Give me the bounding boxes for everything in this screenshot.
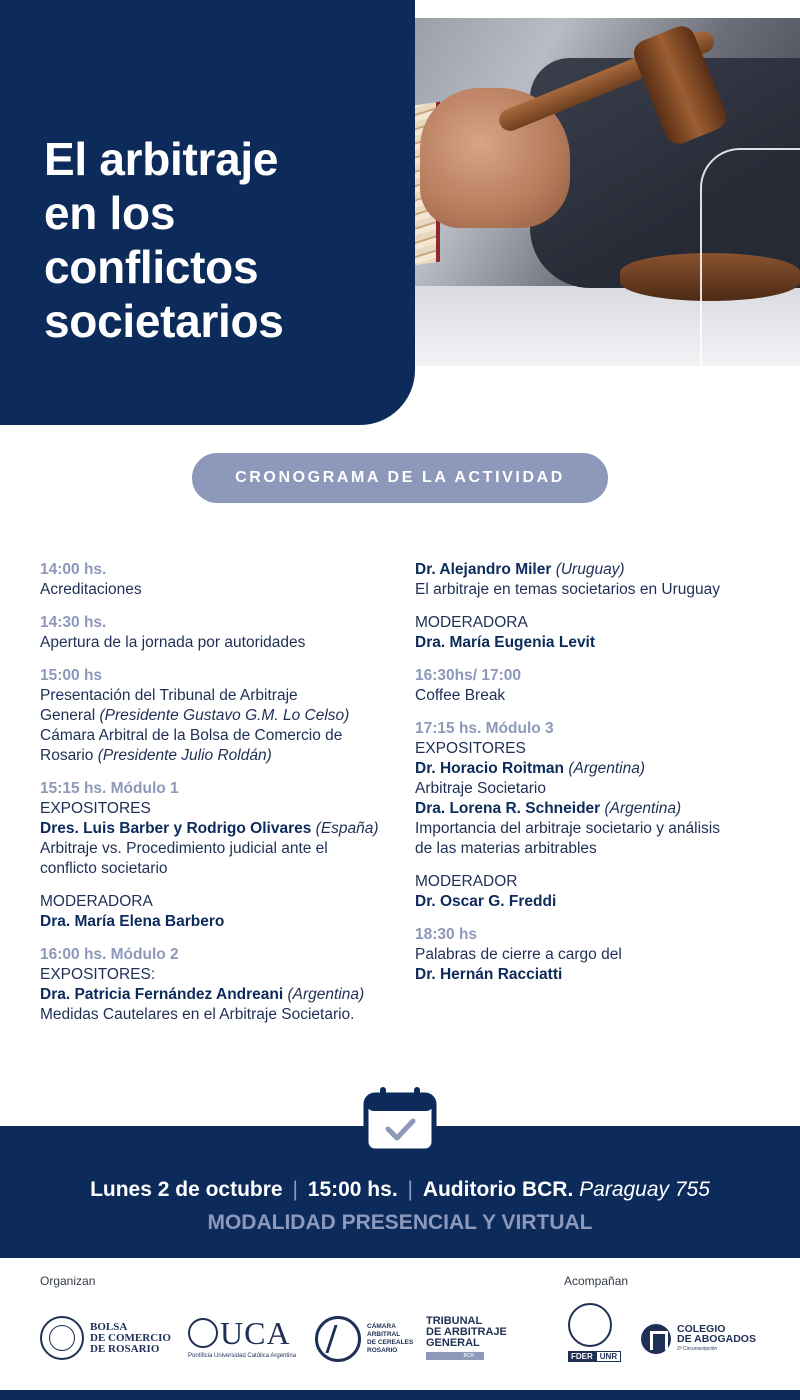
unr-seal-icon (568, 1303, 612, 1347)
schedule-time: 15:00 hs (40, 667, 103, 684)
schedule-item: 17:15 hs. Módulo 3 EXPOSITORES Dr. Horacio Roitman (Argentina) Arbitraje Societario Dra. Lorena R. Schneider (Argentina) Importancia del arbitraje societario y análisis de las materias arbitrables (415, 719, 775, 859)
organizers-label: Organizan (40, 1274, 96, 1288)
hero-title-panel (0, 0, 415, 425)
uca-logo: UCA Pontificia Universidad Católica Argentina (188, 1315, 297, 1359)
schedule-item: 16:30hs/ 17:00 Coffee Break (415, 666, 775, 706)
event-date: Lunes 2 de octubre (90, 1178, 283, 1201)
schedule-item: 16:00 hs. Módulo 2 EXPOSITORES: Dra. Patricia Fernández Andreani (Argentina) Medidas Cautelares en el Arbitraje Societario. (40, 945, 390, 1025)
schedule-time: 15:15 hs. Módulo 1 (40, 780, 179, 797)
colegio-abogados-logo: COLEGIO DE ABOGADOS 2ª Circunscripción (641, 1324, 756, 1354)
event-details: Lunes 2 de octubre | 15:00 hs. | Auditorio BCR. Paraguay 755 (90, 1178, 710, 1201)
calendar-check-icon (362, 1085, 438, 1155)
unr-fder-logo: FDER UNR (568, 1303, 612, 1347)
schedule-item: MODERADORA Dra. María Elena Barbero (40, 892, 390, 932)
speaker-name: Dra. Patricia Fernández Andreani (40, 986, 284, 1003)
event-address: Paraguay 755 (579, 1178, 710, 1201)
speaker-name: Dr. Horacio Roitman (415, 760, 564, 777)
schedule-item: MODERADORA Dra. María Eugenia Levit (415, 613, 775, 653)
event-modality: MODALIDAD PRESENCIAL Y VIRTUAL (207, 1211, 593, 1234)
bcr-logo: BOLSA DE COMERCIO DE ROSARIO (40, 1316, 171, 1360)
schedule-item (40, 613, 390, 653)
schedule-item: 15:00 hs Presentación del Tribunal de Arbitraje General (Presidente Gustavo G.M. Lo Celso) Cámara Arbitral de la Bolsa de Comercio de Rosario (Presidente Julio Roldán) (40, 666, 390, 766)
schedule-time: 14:00 hs. (40, 561, 107, 578)
schedule-left-column (40, 560, 390, 1038)
speaker-name: Dres. Luis Barber y Rodrigo Olivares (40, 820, 312, 837)
schedule-time: 16:30hs/ 17:00 (415, 667, 521, 684)
schedule-item: 18:30 hs Palabras de cierre a cargo del Dr. Hernán Racciatti (415, 925, 775, 985)
camara-arbitral-logo: CÁMARA ARBITRAL DE CEREALES ROSARIO (315, 1316, 413, 1362)
moderator-name: Dra. María Eugenia Levit (415, 634, 596, 651)
event-venue: Auditorio BCR. (422, 1178, 574, 1201)
hero-section (0, 0, 800, 425)
bottom-strip (0, 1390, 800, 1400)
event-time: 15:00 hs. (307, 1178, 398, 1201)
tribunal-arbitraje-logo: TRIBUNAL DE ARBITRAJE GENERAL BCR (426, 1315, 507, 1359)
schedule-item: MODERADOR Dr. Oscar G. Freddi (415, 872, 775, 912)
supporters-label: Acompañan (564, 1274, 629, 1288)
schedule-item: 15:15 hs. Módulo 1 EXPOSITORES Dres. Luis Barber y Rodrigo Olivares (España) Arbitraje vs. Procedimiento judicial ante el conflicto societario (40, 779, 390, 879)
schedule-heading: CRONOGRAMA DE LA ACTIVIDAD (192, 453, 608, 503)
schedule-time: 14:30 hs. (40, 614, 107, 631)
schedule-item (40, 560, 390, 600)
schedule-time: 17:15 hs. Módulo 3 (415, 720, 554, 737)
schedule-item: Dr. Alejandro Miler (Uruguay) El arbitraje en temas societarios en Uruguay (415, 561, 720, 598)
bcr-seal-icon (40, 1316, 84, 1360)
schedule-text: Acreditaciones (40, 581, 142, 598)
schedule-time: 16:00 hs. Módulo 2 (40, 946, 179, 963)
schedule-right-column (415, 560, 775, 998)
camara-arbitral-icon (315, 1316, 361, 1362)
moderator-name: Dra. María Elena Barbero (40, 913, 225, 930)
schedule-text: Apertura de la jornada por autoridades (40, 634, 306, 651)
speaker-name: Dr. Alejandro Miler (415, 561, 552, 578)
uca-seal-icon (188, 1318, 218, 1348)
speaker-name: Dr. Hernán Racciatti (415, 966, 563, 983)
speaker-name: Dra. Lorena R. Schneider (415, 800, 601, 817)
page-title: El arbitraje en los conflictos societarios (44, 133, 284, 347)
colegio-columns-icon (641, 1324, 671, 1354)
moderator-name: Dr. Oscar G. Freddi (415, 893, 557, 910)
schedule-time: 18:30 hs (415, 926, 478, 943)
